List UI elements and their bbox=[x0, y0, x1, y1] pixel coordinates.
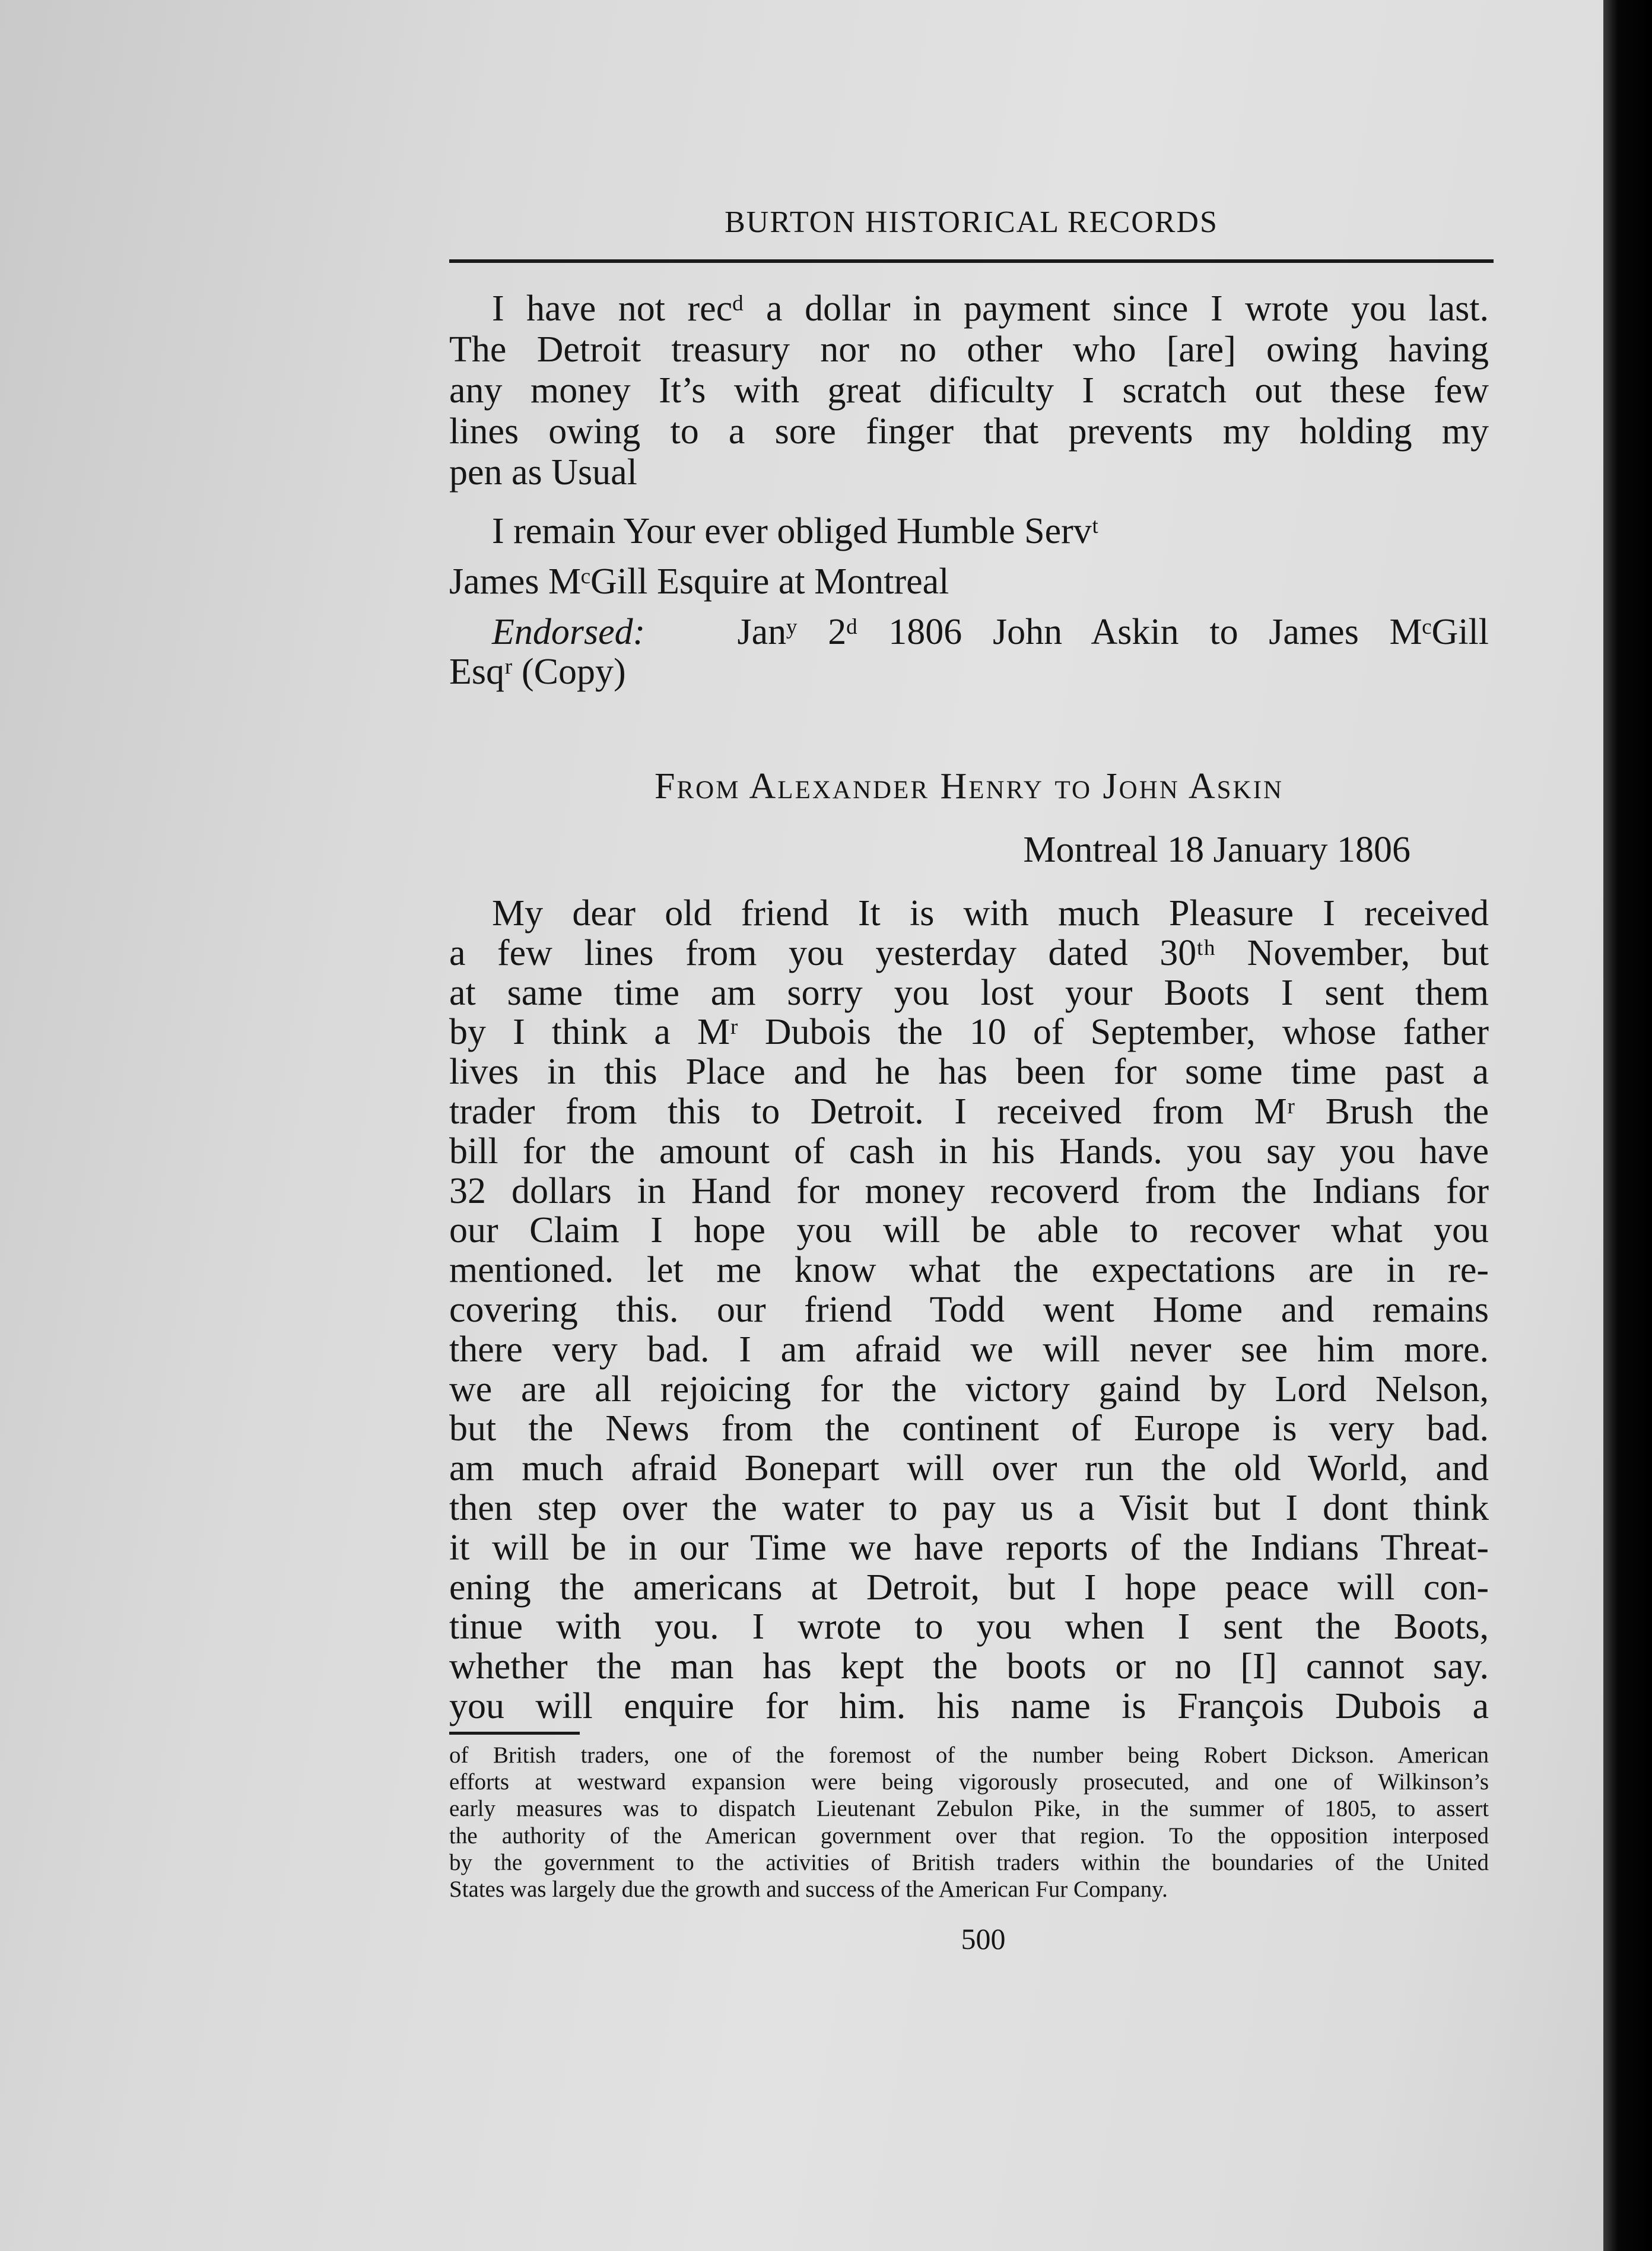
text-line: at same time am sorry you lost your Boots I sent them bbox=[449, 972, 1489, 1013]
footnote-line: the authority of the American government over that region. To the opposition interposed bbox=[449, 1823, 1489, 1849]
text-line: lives in this Place and he has been for some time past a bbox=[449, 1052, 1489, 1093]
text-line: pen as Usual bbox=[449, 452, 637, 493]
footnote-line: of British traders, one of the foremost of the number being Robert Dickson. American bbox=[449, 1742, 1489, 1768]
text-line: by I think a Mʳ Dubois the 10 of September, whose father bbox=[449, 1012, 1489, 1053]
scan-edge bbox=[1603, 0, 1652, 2251]
footnote-line: States was largely due the growth and success of the American Fur Company. bbox=[449, 1877, 1168, 1902]
text-line: then step over the water to pay us a Visit but I dont think bbox=[449, 1488, 1489, 1528]
endorsed-line bbox=[449, 611, 1489, 653]
text-line: mentioned. let me know what the expectations are in re- bbox=[449, 1250, 1489, 1291]
text-line: am much afraid Bonepart will over run the old World, and bbox=[449, 1448, 1489, 1489]
footnote-rule bbox=[449, 1732, 580, 1735]
text-line: it will be in our Time we have reports of the Indians Threat- bbox=[449, 1527, 1489, 1568]
endorsed-text: Janʸ 2ᵈ 1806 John Askin to James MᶜGill bbox=[737, 612, 1489, 652]
text-line: there very bad. I am afraid we will never see him more. bbox=[449, 1329, 1489, 1370]
text-line: you will enquire for him. his name is François Dubois a bbox=[449, 1686, 1489, 1726]
endorsed-continuation: Esqʳ (Copy) bbox=[449, 652, 626, 692]
text-line: trader from this to Detroit. I received from Mʳ Brush the bbox=[449, 1091, 1489, 1132]
header-rule bbox=[449, 259, 1494, 263]
letter-heading: From Alexander Henry to John Askin bbox=[655, 766, 1284, 807]
closing-line: I remain Your ever obliged Humble Servᵗ bbox=[492, 511, 1099, 551]
text-line: The Detroit treasury nor no other who [are] owing having bbox=[449, 329, 1489, 370]
text-line: our Claim I hope you will be able to recover what you bbox=[449, 1210, 1489, 1251]
text-line: bill for the amount of cash in his Hands. you say you have bbox=[449, 1131, 1489, 1171]
text-line: tinue with you. I wrote to you when I sent the Boots, bbox=[449, 1607, 1489, 1647]
text-line: My dear old friend It is with much Pleasure I received bbox=[492, 893, 1489, 934]
footnote-line: early measures was to dispatch Lieutenant Zebulon Pike, in the summer of 1805, to assert bbox=[449, 1796, 1489, 1822]
text-line: I have not recᵈ a dollar in payment since I wrote you last. bbox=[492, 288, 1489, 329]
text-line: covering this. our friend Todd went Home and remains bbox=[449, 1290, 1489, 1330]
footnote-line: efforts at westward expansion were being vigorously prosecuted, and one of Wilkinson’s bbox=[449, 1769, 1489, 1795]
footnote-line: by the government to the activities of British traders within the boundaries of the United bbox=[449, 1849, 1489, 1875]
text-line: a few lines from you yesterday dated 30ᵗʰ November, but bbox=[449, 932, 1489, 973]
dateline: Montreal 18 January 1806 bbox=[1023, 830, 1410, 870]
text-line: 32 dollars in Hand for money recoverd from the Indians for bbox=[449, 1170, 1489, 1211]
text-line: but the News from the continent of Europe is very bad. bbox=[449, 1408, 1489, 1449]
text-line: ening the americans at Detroit, but I hope peace will con- bbox=[449, 1567, 1489, 1608]
endorsed-label: Endorsed: bbox=[492, 612, 646, 652]
addressee-line: James MᶜGill Esquire at Montreal bbox=[449, 561, 949, 602]
text-line: any money It’s with great dificulty I scratch out these few bbox=[449, 370, 1489, 411]
running-header: BURTON HISTORICAL RECORDS bbox=[725, 205, 1218, 239]
text-line: lines owing to a sore finger that prevents my holding my bbox=[449, 411, 1489, 452]
text-line: whether the man has kept the boots or no [I] cannot say. bbox=[449, 1646, 1489, 1687]
text-line: we are all rejoicing for the victory gaind by Lord Nelson, bbox=[449, 1369, 1489, 1409]
page-number: 500 bbox=[961, 1922, 1006, 1955]
